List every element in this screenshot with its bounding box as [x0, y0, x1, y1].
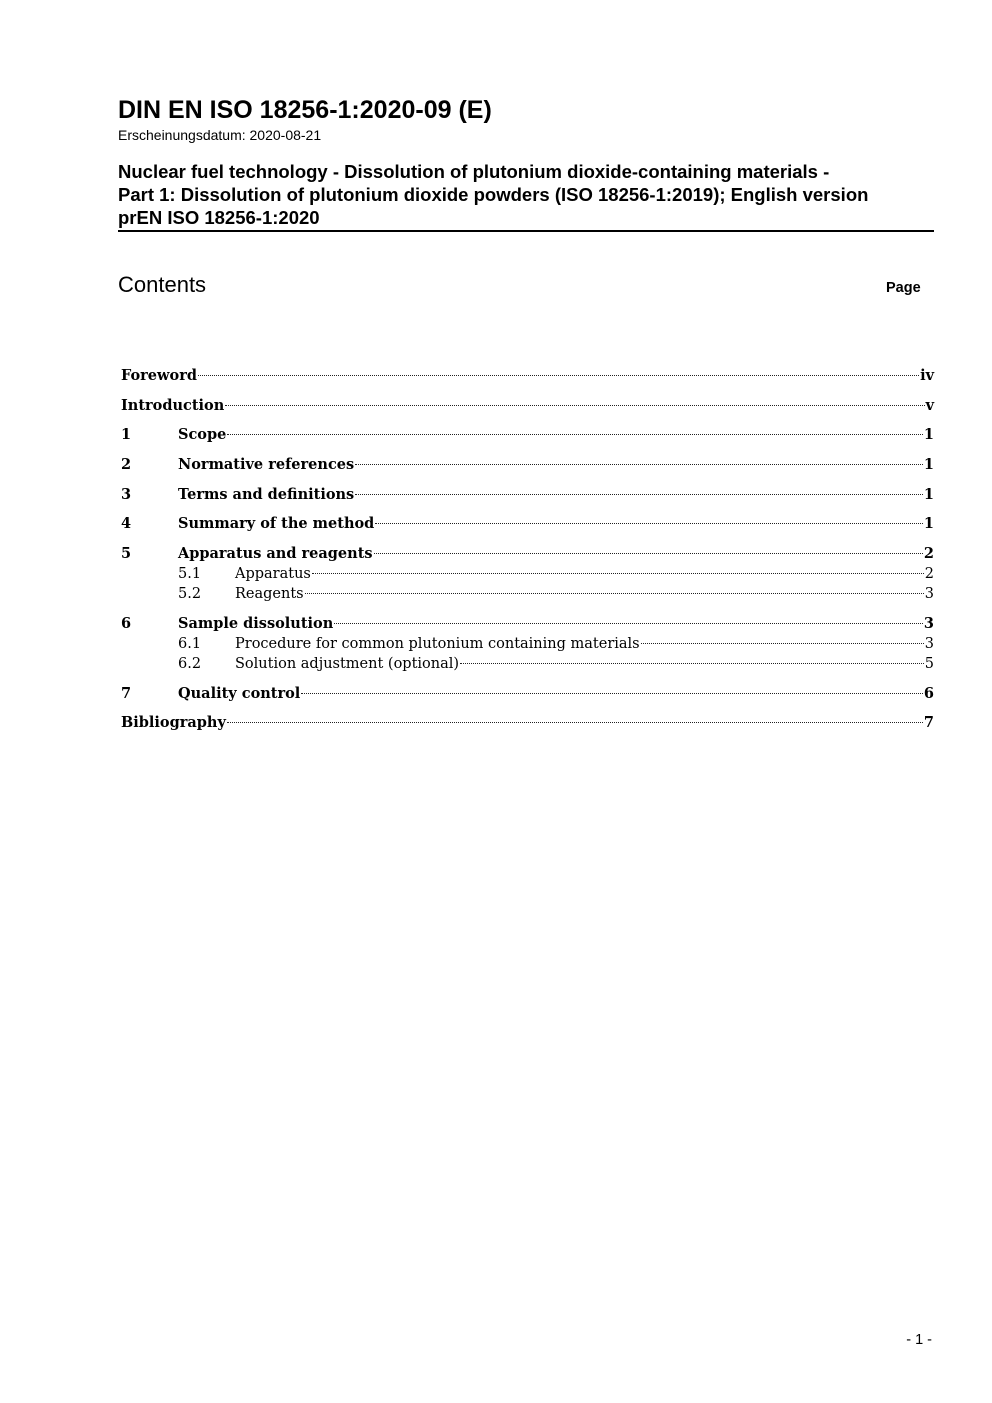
toc-entry-number: 5 — [121, 545, 132, 563]
toc-entry-page: 2 — [924, 566, 934, 583]
toc-entry-page: 6 — [923, 684, 934, 702]
toc-entry-number: 6 — [121, 614, 132, 632]
toc-entry-label: Solution adjustment (optional) — [235, 655, 460, 672]
toc-entry[interactable] — [121, 485, 934, 505]
toc-entry-label: Bibliography — [121, 714, 226, 732]
toc-entry-label: Introduction — [121, 396, 225, 414]
toc-entry-page: 3 — [923, 614, 934, 632]
toc-entry-page: iv — [920, 367, 934, 384]
toc-entry-page: 7 — [923, 714, 934, 732]
toc-entry-number: 4 — [121, 515, 132, 533]
toc-entry-label: Reagents — [235, 586, 304, 603]
toc-dot-leader — [460, 663, 924, 664]
toc-entry-page: v — [925, 396, 934, 414]
toc-entry-page: 5 — [924, 655, 934, 672]
toc-dot-leader — [355, 494, 923, 495]
toc-dot-leader — [227, 434, 923, 435]
title-line: Part 1: Dissolution of plutonium dioxide powders (ISO 18256-1:2019); English version — [118, 184, 869, 205]
title-line: Nuclear fuel technology - Dissolution of plutonium dioxide-containing materials - — [118, 161, 830, 182]
toc-entry-page: 3 — [924, 586, 934, 603]
toc-entry[interactable] — [121, 713, 934, 733]
toc-dot-leader — [374, 553, 923, 554]
toc-entry-number: 7 — [121, 684, 132, 702]
toc-entry-label: Apparatus — [235, 566, 311, 583]
toc-entry[interactable] — [121, 455, 934, 475]
toc-entry-number: 5.2 — [178, 586, 202, 603]
toc-entry-label: Quality control — [178, 684, 301, 702]
toc-entry[interactable] — [121, 425, 934, 445]
toc-dot-leader — [301, 693, 923, 694]
toc-dot-leader — [227, 722, 923, 723]
publication-date: Erscheinungsdatum: 2020-08-21 — [118, 127, 322, 143]
toc-entry-number: 6.1 — [178, 635, 202, 652]
toc-entry[interactable] — [121, 614, 934, 634]
toc-entry-number: 2 — [121, 456, 132, 474]
toc-entry-number: 1 — [121, 426, 132, 444]
toc-dot-leader — [334, 623, 923, 624]
toc-dot-leader — [355, 464, 923, 465]
toc-entry[interactable] — [121, 634, 934, 654]
page-number: - 1 - — [906, 1332, 932, 1348]
toc-entry-page: 2 — [923, 545, 934, 563]
toc-dot-leader — [305, 593, 924, 594]
toc-entry-label: Terms and definitions — [178, 485, 355, 503]
toc-entry[interactable] — [121, 654, 934, 674]
document-header — [118, 95, 934, 232]
toc-entry-label: Summary of the method — [178, 515, 375, 533]
document-id: DIN EN ISO 18256-1:2020-09 (E) — [118, 96, 492, 124]
toc-entry-label: Apparatus and reagents — [178, 545, 373, 563]
toc-entry[interactable] — [121, 396, 934, 416]
toc-entry[interactable] — [121, 514, 934, 534]
toc-entry-label: Foreword — [121, 367, 197, 384]
toc-entry-page: 1 — [923, 515, 934, 533]
title-line: prEN ISO 18256-1:2020 — [118, 207, 320, 228]
toc-dot-leader — [641, 643, 924, 644]
toc-entry-page: 3 — [924, 635, 934, 652]
page-column-label: Page — [886, 280, 921, 296]
toc-dot-leader — [312, 573, 924, 574]
toc-entry[interactable] — [121, 564, 934, 584]
toc-entry-label: Sample dissolution — [178, 614, 334, 632]
contents-heading: Contents — [118, 272, 207, 297]
toc-entry-label: Scope — [178, 426, 227, 444]
toc-entry-number: 6.2 — [178, 655, 202, 672]
toc-entry-number: 5.1 — [178, 566, 202, 583]
toc-dot-leader — [375, 523, 923, 524]
toc-entry-label: Procedure for common plutonium containing materials — [235, 635, 640, 652]
toc-entry-page: 1 — [923, 426, 934, 444]
toc-entry[interactable] — [121, 544, 934, 564]
toc-entry[interactable] — [121, 584, 934, 604]
toc-dot-leader — [198, 375, 919, 376]
toc-entry[interactable] — [121, 366, 934, 386]
document-title — [118, 160, 934, 232]
toc-entry-number: 3 — [121, 485, 132, 503]
toc-dot-leader — [225, 405, 924, 406]
toc-entry-page: 1 — [923, 456, 934, 474]
table-of-contents — [121, 366, 934, 733]
toc-entry-label: Normative references — [178, 456, 355, 474]
toc-entry-page: 1 — [923, 485, 934, 503]
toc-entry[interactable] — [121, 684, 934, 704]
